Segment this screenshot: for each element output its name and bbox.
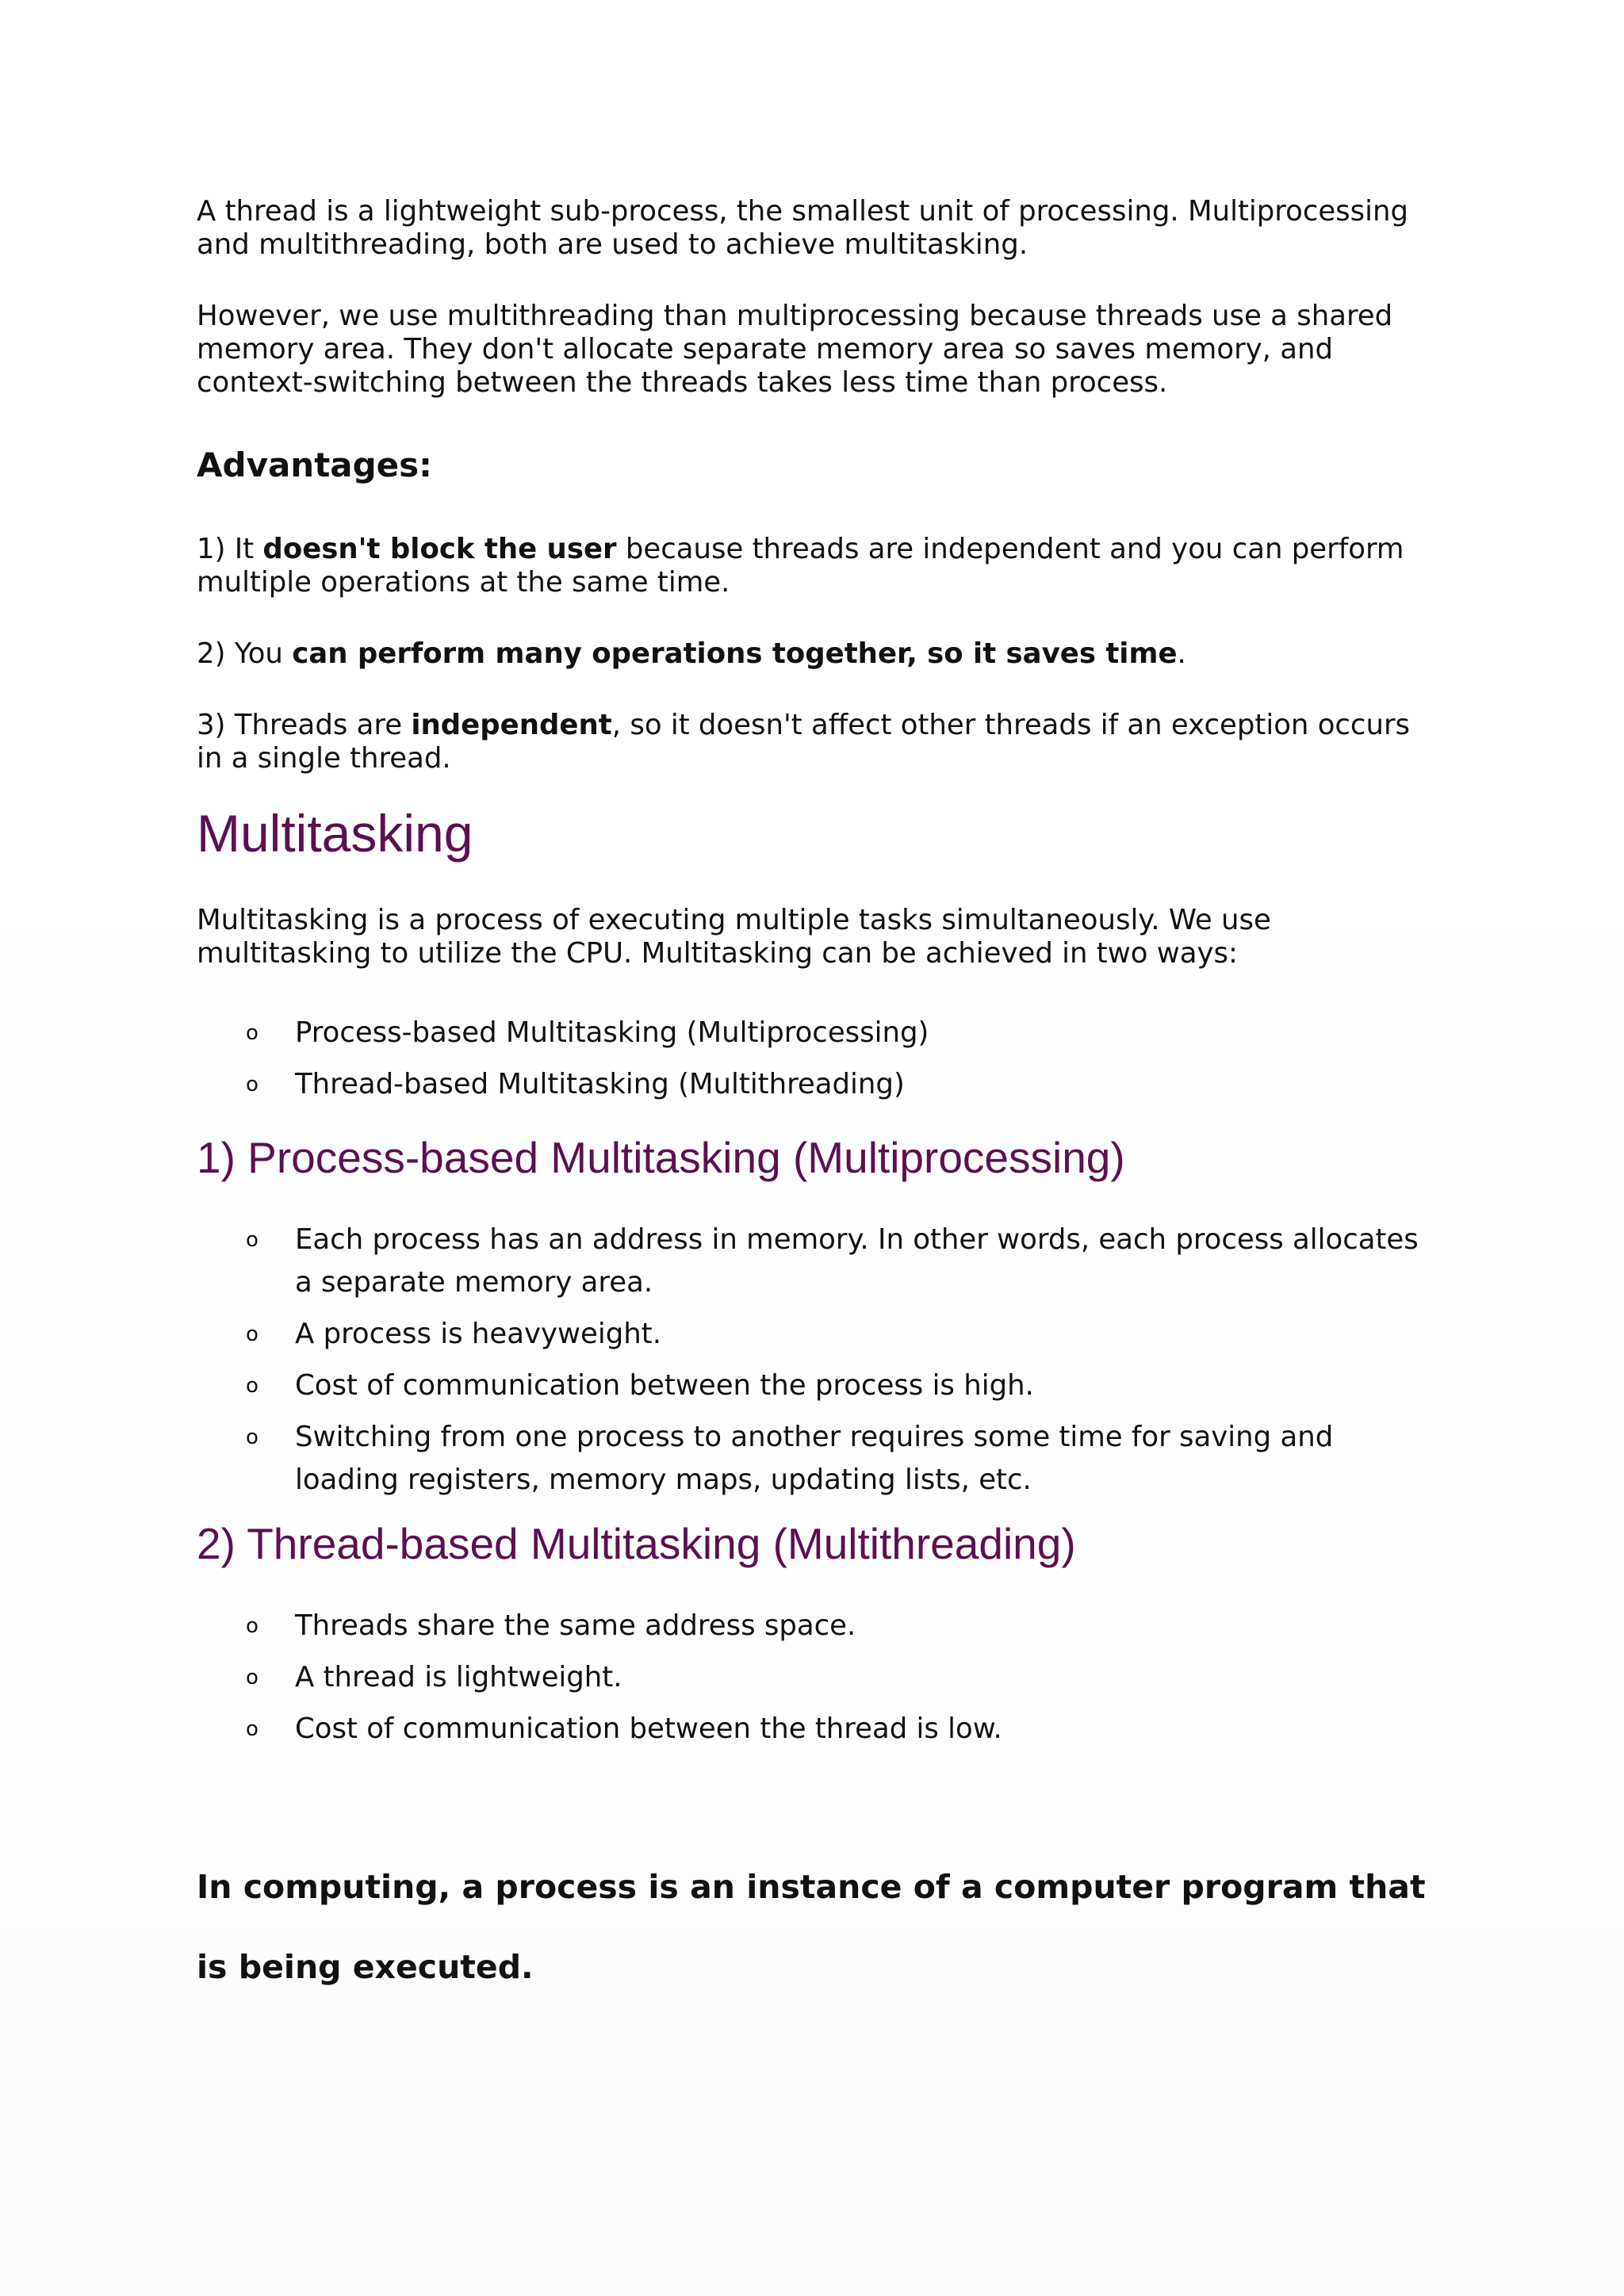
closing-statement xyxy=(197,1847,1434,2007)
list-item xyxy=(197,1605,1434,1647)
advantage-suffix: because threads are independent and you can perform multiple operations at the same time. xyxy=(197,533,1404,599)
list-item-text: A process is heavyweight. xyxy=(295,1318,662,1350)
advantage-item-2 xyxy=(197,637,1434,671)
multitasking-ways-list xyxy=(197,1012,1434,1106)
process-based-list xyxy=(197,1219,1434,1502)
multitasking-heading: Multitasking xyxy=(197,804,473,863)
advantage-suffix: , so it doesn't affect other threads if an exception occurs in a single thread. xyxy=(197,709,1411,775)
circle-bullet-icon: o xyxy=(246,1666,259,1689)
list-item xyxy=(197,1364,1434,1407)
multitasking-paragraph: Multitasking is a process of executing multiple tasks simultaneously. We use multitasking to utilize the CPU. Multitasking can be achieved in two ways: xyxy=(197,904,1271,970)
closing-line-2: is being executed. xyxy=(197,1948,534,1986)
closing-line-1: In computing, a process is an instance of a computer program that xyxy=(197,1868,1426,1906)
process-based-heading: 1) Process-based Multitasking (Multiprocessing) xyxy=(197,1133,1125,1182)
list-item xyxy=(197,1416,1434,1502)
thread-based-heading: 2) Thread-based Multitasking (Multithreading) xyxy=(197,1519,1076,1568)
circle-bullet-icon: o xyxy=(246,1228,259,1252)
list-item xyxy=(197,1708,1434,1751)
circle-bullet-icon: o xyxy=(246,1073,259,1096)
list-item-text: Cost of communication between the process is high. xyxy=(295,1369,1034,1402)
circle-bullet-icon: o xyxy=(246,1425,259,1449)
advantage-prefix: 2) You xyxy=(197,637,293,670)
list-item-text: Thread-based Multitasking (Multithreading) xyxy=(295,1068,905,1100)
list-item-text: Process-based Multitasking (Multiprocessing) xyxy=(295,1016,929,1049)
thread-based-list xyxy=(197,1605,1434,1751)
intro-paragraph-1: A thread is a lightweight sub-process, the smallest unit of processing. Multiprocessing and multithreading, both are used to achieve multitasking. xyxy=(197,195,1409,261)
list-item xyxy=(197,1219,1434,1304)
list-item-text: Switching from one process to another requires some time for saving and loading registers, memory maps, updating lists, etc. xyxy=(295,1421,1334,1496)
advantage-item-3 xyxy=(197,709,1434,775)
advantage-suffix: . xyxy=(1177,637,1186,670)
list-item xyxy=(197,1012,1434,1054)
advantage-emphasis: can perform many operations together, so it saves time xyxy=(292,637,1178,670)
advantage-emphasis: doesn't block the user xyxy=(262,533,617,565)
document-content xyxy=(197,195,1434,2007)
circle-bullet-icon: o xyxy=(246,1614,259,1638)
advantage-emphasis: independent xyxy=(411,709,612,741)
advantage-item-1 xyxy=(197,533,1434,599)
circle-bullet-icon: o xyxy=(246,1374,259,1398)
intro-paragraph-2: However, we use multithreading than multiprocessing because threads use a shared memory area. They don't allocate separate memory area so saves memory, and context-switching between the threads takes less time than process. xyxy=(197,300,1393,399)
advantage-prefix: 1) It xyxy=(197,533,263,565)
advantages-heading: Advantages: xyxy=(197,446,432,484)
advantage-prefix: 3) Threads are xyxy=(197,709,412,741)
list-item xyxy=(197,1656,1434,1699)
circle-bullet-icon: o xyxy=(246,1021,259,1045)
circle-bullet-icon: o xyxy=(246,1322,259,1346)
list-item-text: Each process has an address in memory. In other words, each process allocates a separate memory area. xyxy=(295,1223,1419,1299)
list-item xyxy=(197,1063,1434,1106)
list-item-text: Threads share the same address space. xyxy=(295,1609,856,1642)
list-item xyxy=(197,1313,1434,1356)
circle-bullet-icon: o xyxy=(246,1717,259,1741)
list-item-text: A thread is lightweight. xyxy=(295,1661,622,1693)
list-item-text: Cost of communication between the thread is low. xyxy=(295,1712,1002,1745)
